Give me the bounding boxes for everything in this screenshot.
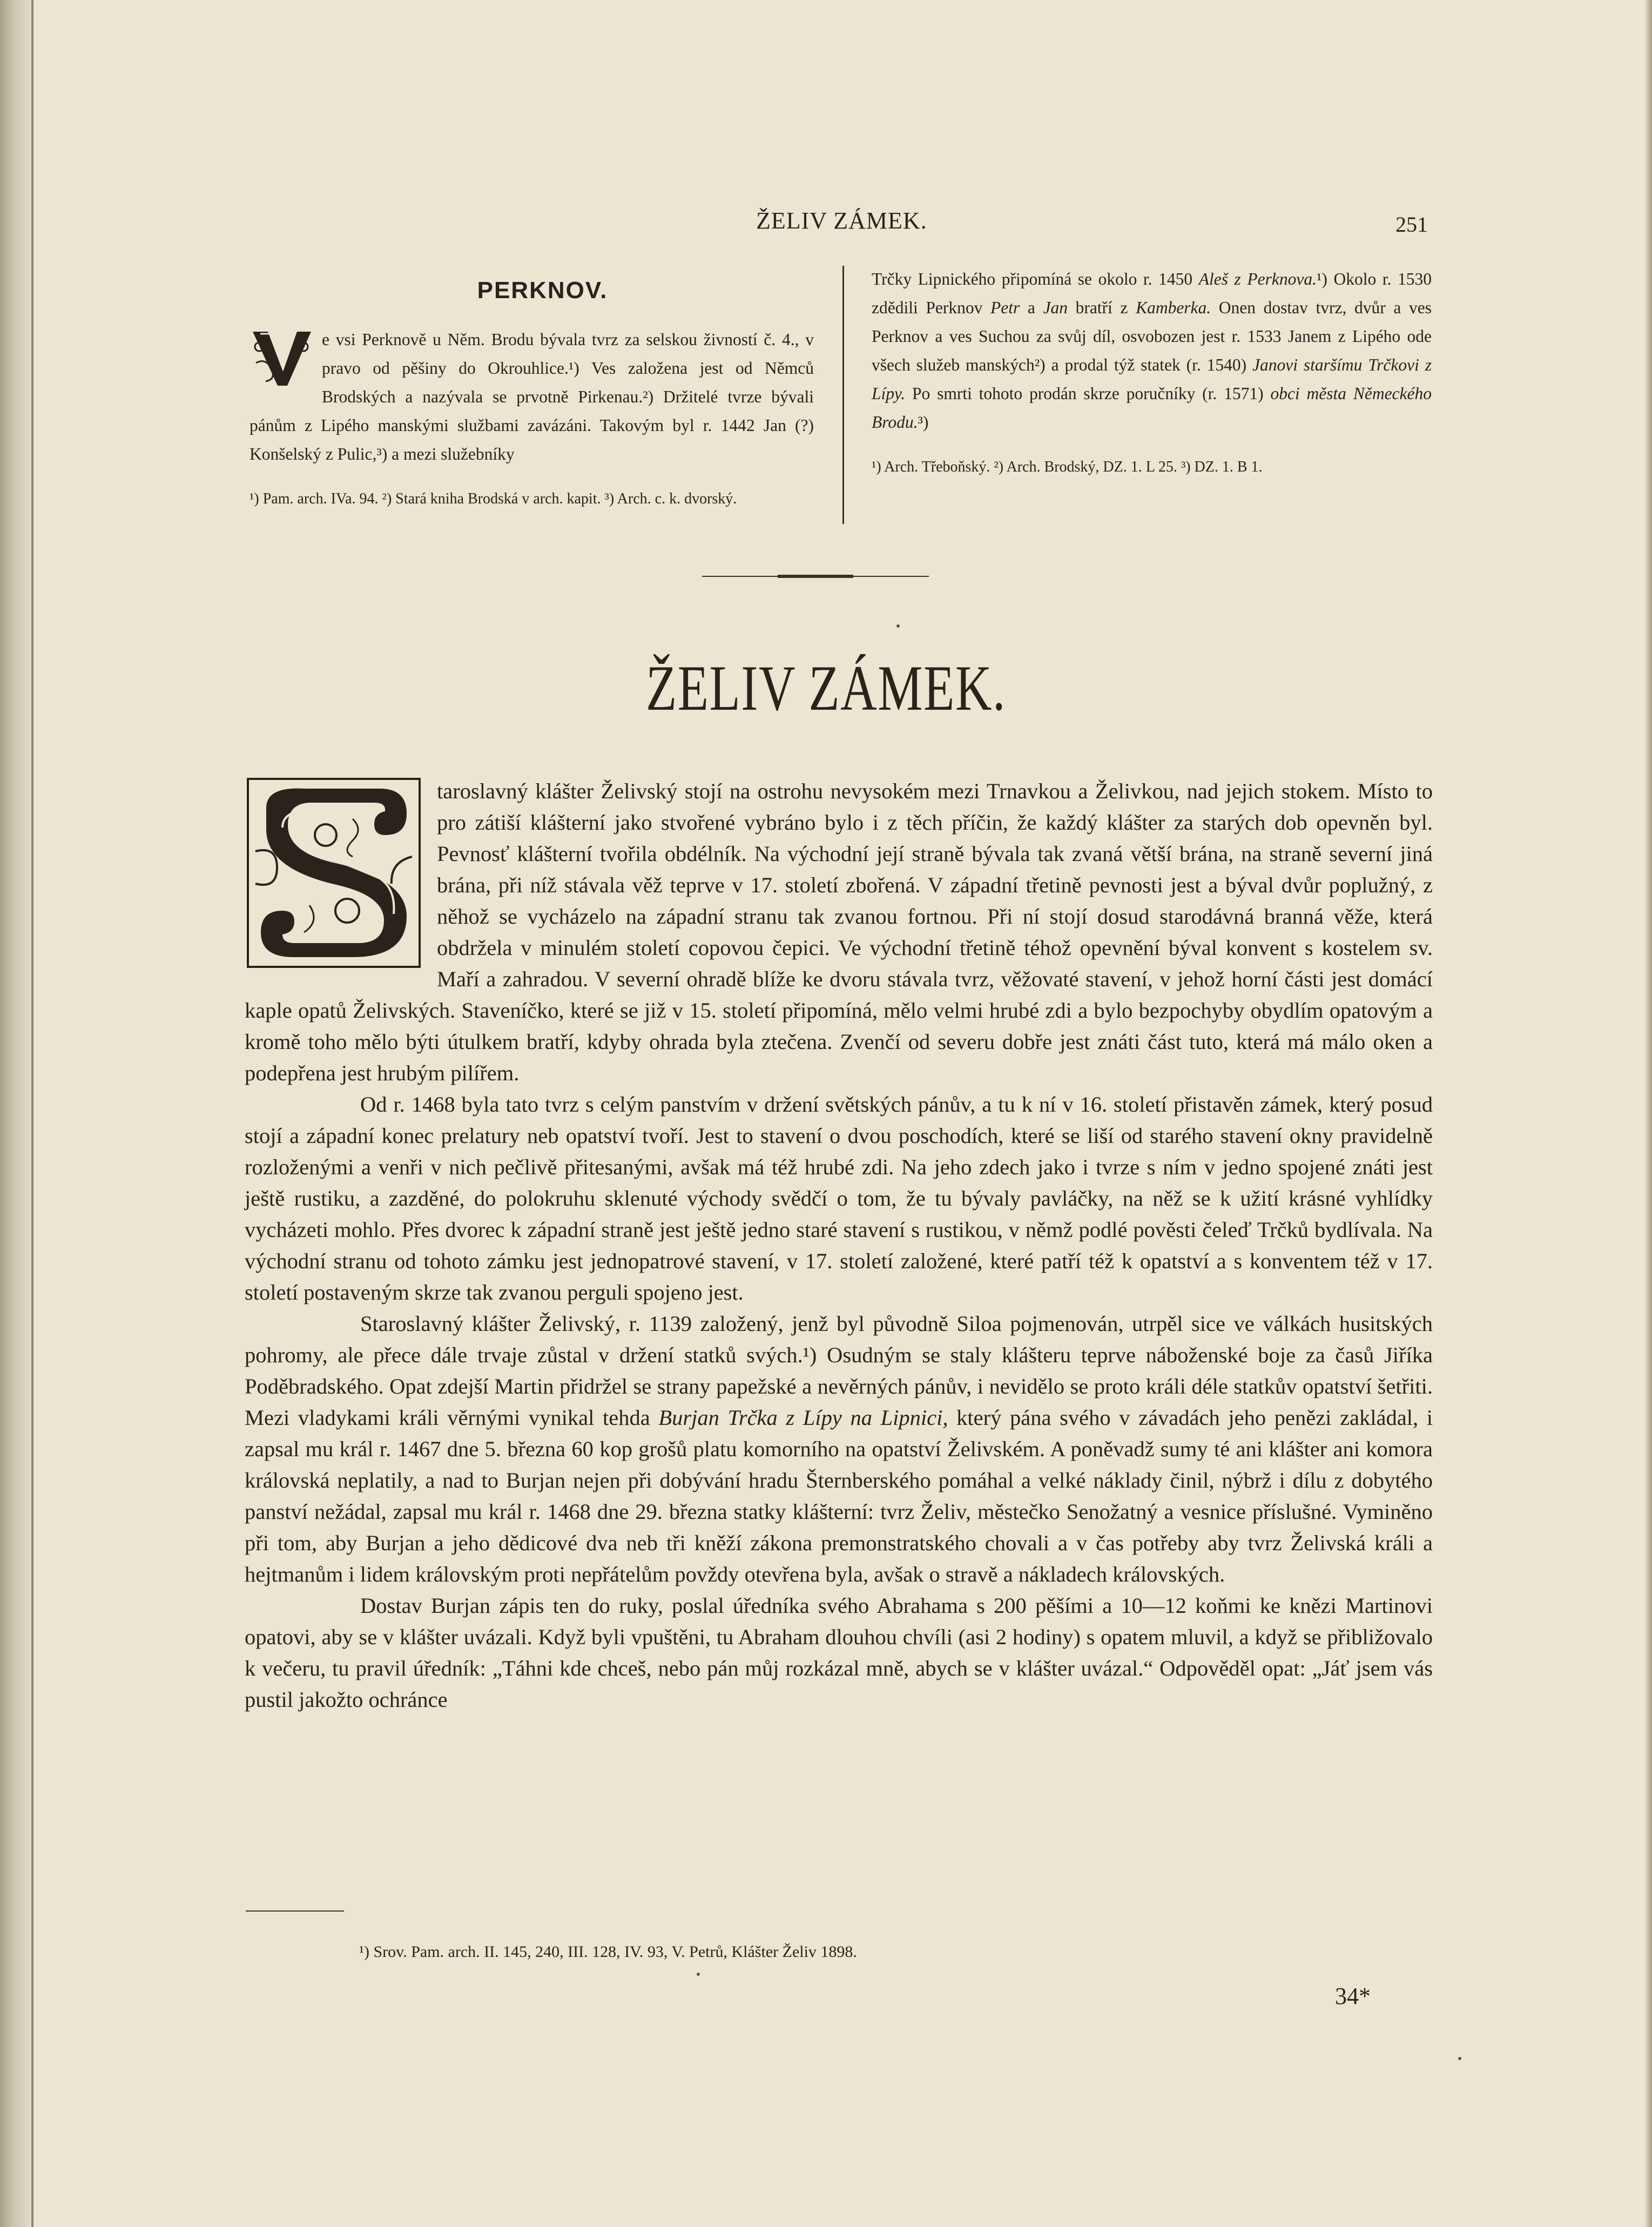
running-head: ŽELIV ZÁMEK. — [756, 207, 927, 234]
italic-name: Kamberka. — [1136, 298, 1211, 317]
page-edge-shadow — [1644, 0, 1652, 2227]
footnote-line: ¹) Pam. arch. IVa. 94. ²) Stará kniha Brodská v arch. kapit. ³) Arch. c. k. dvorský. — [250, 490, 737, 507]
text-run: a — [1020, 298, 1043, 317]
column-divider — [842, 266, 844, 524]
footnote: ¹) Srov. Pam. arch. II. 145, 240, III. 128, IV. 93, V. Petrů, Klášter Želiv 1898. — [359, 1943, 857, 1961]
perknov-left-column — [250, 265, 814, 508]
text-run: Staroslavný klášter Želivský, r. 1139 založený, jenž byl původně Siloa pojmenován, utrpěl sice ve válkách husitských pohromy, ale přece dále trvaje zůstal v držení statků svých.¹) Osudným se staly klášteru teprve náboženské boje za časů Jiříka Poděbradského. Opat zdejší Martin přidržel se strany papežské a nevěrných pánův, i nevidělo se proto králi déle statkův opatství šetřiti. Mezi vladykami králi věrnými vynikal tehda — [245, 1311, 1433, 1430]
ornamental-rule — [702, 572, 929, 581]
perknov-left-text: e vsi Perknově u Něm. Brodu bývala tvrz za selskou živností č. 4., v pravo od pěšiny do Okrouhlice.¹) Ves založena jest od Němců Brodských a nazývala se prvotně Pirkenau.²) Držitelé tvrze bývali pánům z Lipého manskými službami zavázáni. Takovým byl r. 1442 Jan (?) Konšelský z Pulic,³) a mezi služebníky — [250, 330, 814, 463]
perknov-footnotes-right — [872, 458, 1432, 476]
book-binding-shadow — [0, 0, 32, 2227]
perknov-title: PERKNOV. — [477, 277, 608, 304]
text-run: Po smrti tohoto prodán skrze poručníky (r. 1571) — [905, 384, 1271, 403]
footnote-line: ¹) Arch. Třeboňský. ²) Arch. Brodský, DZ. 1. L 25. ³) DZ. 1. B 1. — [872, 459, 1263, 475]
italic-name: Burjan Trčka z Lípy na Lipnici, — [658, 1405, 948, 1430]
paragraph-1 — [245, 776, 1433, 1089]
text-run: který pána svého v závadách jeho penězi zakládal, i zapsal mu král r. 1467 dne 5. března 60 kop grošů platu komorního na opatství Želivském. A poněvadž sumy té ani klášter ani komora královská neplatily, a nad to Burjan nejen při dobývání hradu Šternberského pomáhal a velké náklady činil, nýbrž i dílu z dobytého panství nežádal, zapsal mu král r. 1468 dne 29. března statky klášterní: tvrz Želiv, městečko Senožatný a vesnice příslušné. Vyminěno při tom, aby Burjan a jeho dědicové dva neb tři kněží zákona premonstratského chovali a v čas potřeby aby tvrz Želivská králi a hejtmanům i lidem královským proti nepřátelům povždy otevřena byla, avšak o stravě a nákladech královských. — [245, 1405, 1433, 1586]
text-run: Onen dostav tvrz, dvůr a ves Perknov a ves Suchou za svůj díl, osvobozen jest r. 1533 Janem z Lipého ode všech služeb manských²) a prodal týž statek (r. 1540) — [872, 298, 1432, 374]
perknov-paragraph-right — [872, 265, 1432, 436]
text-run: ³) — [918, 413, 929, 432]
ink-speck — [1458, 2057, 1461, 2060]
italic-name: Jan — [1043, 298, 1068, 317]
signature-mark: 34* — [1335, 1983, 1371, 2009]
paragraph-3 — [245, 1308, 1433, 1590]
italic-name: Petr — [990, 298, 1020, 317]
page-number: 251 — [1395, 212, 1428, 237]
italic-name: obci města Německého Brodu. — [872, 384, 1432, 432]
ink-speck — [896, 624, 900, 628]
footnote-rule — [246, 1910, 344, 1912]
gutter-line — [31, 0, 33, 2227]
italic-name: Aleš z Perknova. — [1198, 270, 1317, 288]
ink-speck — [697, 1973, 700, 1976]
text-run: bratří z — [1067, 298, 1136, 317]
paragraph-2: Od r. 1468 byla tato tvrz s celým panstvím v držení světských pánův, a tu k ní v 16. století přistavěn zámek, který posud stojí a západní konec prelatury neb opatství tvoří. Jest to stavení o dvou poschodích, které se liší od starého stavení okny pravidelně rozloženými a venři v nich pečlivě přitesanými, avšak má též hrubé zdi. Na jeho zdech jako i tvrze s ním v jedno spojené znáti jest ještě rustiku, a zazděné, do polokruhu sklenuté východy svědčí o tom, že tu bývaly pavláčky, na něž se k užití krásné vyhlídky vycházeti mohlo. Přes dvorec k západní straně jest ještě jedno staré stavení s rustikou, v němž podlé pověsti čeleď Trčků bydlívala. Na východní stranu od tohoto zámku jest jednopatrové stavení, v 17. století založené, které patří též k opatství a s konventem též v 17. století postaveným skrze tak zvanou perguli spojeno jest. — [245, 1092, 1433, 1304]
chapter-title: ŽELIV ZÁMEK. — [646, 652, 1006, 724]
text-run: Trčky Lipnického připomíná se okolo r. 1450 — [872, 270, 1199, 288]
perknov-paragraph-left — [250, 325, 814, 468]
main-body-text — [245, 776, 1433, 1715]
text-run: ¹) Okolo r. 1530 zdědili Perknov — [872, 270, 1432, 317]
perknov-right-column — [872, 265, 1432, 476]
dropcap-v-ornament — [250, 325, 314, 390]
perknov-footnotes-left — [250, 490, 814, 508]
dropcap-s-ornament — [245, 776, 423, 970]
paragraph-4: Dostav Burjan zápis ten do ruky, poslal úředníka svého Abrahama s 200 pěšími a 10—12 koňmi ke knězi Martinovi opatovi, aby se v klášter uvázali. Když byli vpuštěni, tu Abraham dlouhou chvíli (asi 2 hodiny) s opatem mluvil, a když se přibližovalo k večeru, tu pravil úředník: „Táhni kde chceš, nebo pán můj rozkázal mně, abych se v klášter uvázal.“ Odpověděl opat: „Jáť jsem vás pustil jakožto ochránce — [245, 1593, 1433, 1712]
italic-name: Janovi staršímu Trčkovi z Lípy. — [872, 355, 1432, 403]
paragraph-1-text: taroslavný klášter Želivský stojí na ostrohu nevysokém mezi Trnavkou a Želivkou, nad jejich stokem. Místo to pro zátiší klášterní jako stvořené vybráno bylo i z těch příčin, že každý klášter za starých dob opevněn byl. Pevnosť klášterní tvořila obdélník. Na východní její straně bývala tak zvaná větší brána, na straně severní jiná brána, při níž stávala věž teprve v 17. století zbořená. V západní třetině pevnosti jest a býval dvůr poplužný, z něhož se vycházelo na západní stranu tak zvanou fortnou. Při ní stojí dosud starodávná branná věže, která obdržela v minulém století copovou čepici. Ve východní třetině téhož opevnění býval konvent s kostelem sv. Maří a zahradou. V severní ohradě blíže ke dvoru stávala tvrz, věžovaté stavení, v jehož horní části jest domácí kaple opatů Želivských. Staveníčko, které se již v 15. století připomíná, mělo velmi hrubé zdi a bylo bezpochyby obydlím opatovým a kromě toho mělo býti útulkem bratří, kdyby ohrada byla ztečena. Zvenčí od severu dobře jest znáti část tuto, která má málo oken a podepřena jest hrubým pilířem. — [245, 779, 1433, 1085]
